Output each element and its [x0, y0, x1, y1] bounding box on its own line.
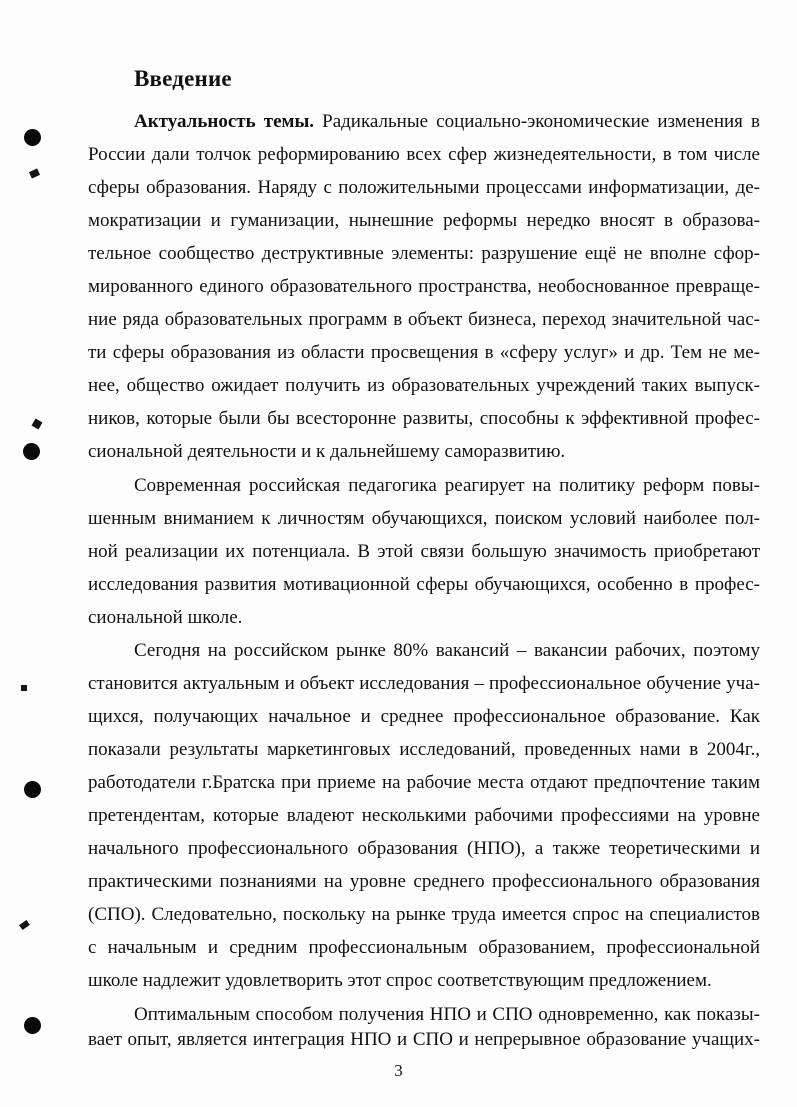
text-line: нее, общество ожидает получить из образовательных учреждений таких выпуск-	[88, 375, 760, 396]
text-line: исследования развития мотивационной сферы обучающихся, особенно в профес-	[88, 574, 760, 595]
text-line: Современная российская педагогика реагирует на политику реформ повы-	[134, 475, 760, 496]
text-line: шенным вниманием к личностям обучающихся, поиском условий наиболее пол-	[88, 508, 760, 529]
text-line: ной реализации их потенциала. В этой связи большую значимость приобретают	[88, 541, 760, 562]
text-line: (СПО). Следовательно, поскольку на рынке труда имеется спрос на специалистов	[88, 904, 760, 925]
lead-term: Актуальность темы.	[134, 111, 315, 132]
text-line: сиональной школе.	[88, 607, 243, 628]
binder-hole	[24, 1017, 41, 1034]
text-line: ти сферы образования из области просвещения в «сферу услуг» и др. Тем не ме-	[88, 342, 760, 363]
binder-hole	[23, 443, 40, 460]
text-line: щихся, получающих начальное и среднее профессиональное образование. Как	[88, 706, 760, 727]
text-line-content: Радикальные социально-экономические изменения в	[322, 111, 760, 132]
text-line: тельное сообщество деструктивные элементы: разрушение ещё не вполне сфор-	[88, 243, 760, 264]
scan-speck	[19, 920, 30, 930]
binder-hole	[24, 781, 41, 798]
text-line: претендентам, которые владеют несколькими рабочими профессиями на уровне	[88, 805, 760, 826]
text-line: мократизации и гуманизации, нынешние реформы нередко вносят в образова-	[88, 210, 760, 231]
text-line: становится актуальным и объект исследования – профессиональное обучение уча-	[88, 673, 760, 694]
text-line	[134, 107, 760, 137]
page-number: 3	[394, 1061, 403, 1080]
binder-hole	[24, 129, 41, 146]
scan-speck	[32, 419, 43, 430]
text-line: России дали толчок реформированию всех сфер жизнедеятельности, в том числе	[88, 144, 760, 165]
scan-speck	[29, 168, 40, 178]
text-line: сиональной деятельности и к дальнейшему саморазвитию.	[88, 441, 566, 462]
text-line: ние ряда образовательных программ в объект бизнеса, переход значительной час-	[88, 309, 760, 330]
text-line: мированного единого образовательного пространства, необоснованное превраще-	[88, 276, 760, 297]
text-line: вает опыт, является интеграция НПО и СПО и непрерывное образование учащих-	[88, 1029, 760, 1050]
text-line: сферы образования. Наряду с положительными процессами информатизации, де-	[88, 177, 760, 198]
text-line: школе надлежит удовлетворить этот спрос соответствующим предложением.	[88, 970, 712, 991]
page-title: Введение	[134, 66, 232, 91]
text-line: Сегодня на российском рынке 80% вакансий – вакансии рабочих, поэтому	[134, 640, 760, 661]
text-line: практическими познаниями на уровне среднего профессионального образования	[88, 871, 760, 892]
text-line: начального профессионального образования (НПО), а также теоретическими и	[88, 838, 760, 859]
text-line: работодатели г.Братска при приеме на рабочие места отдают предпочтение таким	[88, 772, 760, 793]
text-line: Оптимальным способом получения НПО и СПО одновременно, как показы-	[134, 1004, 760, 1025]
text-line: ников, которые были бы всесторонне развиты, способны к эффективной профес-	[88, 408, 760, 429]
text-line: с начальным и средним профессиональным образованием, профессиональной	[88, 937, 760, 958]
text-line: показали результаты маркетинговых исследований, проведенных нами в 2004г.,	[88, 739, 760, 760]
scan-speck	[21, 685, 27, 691]
